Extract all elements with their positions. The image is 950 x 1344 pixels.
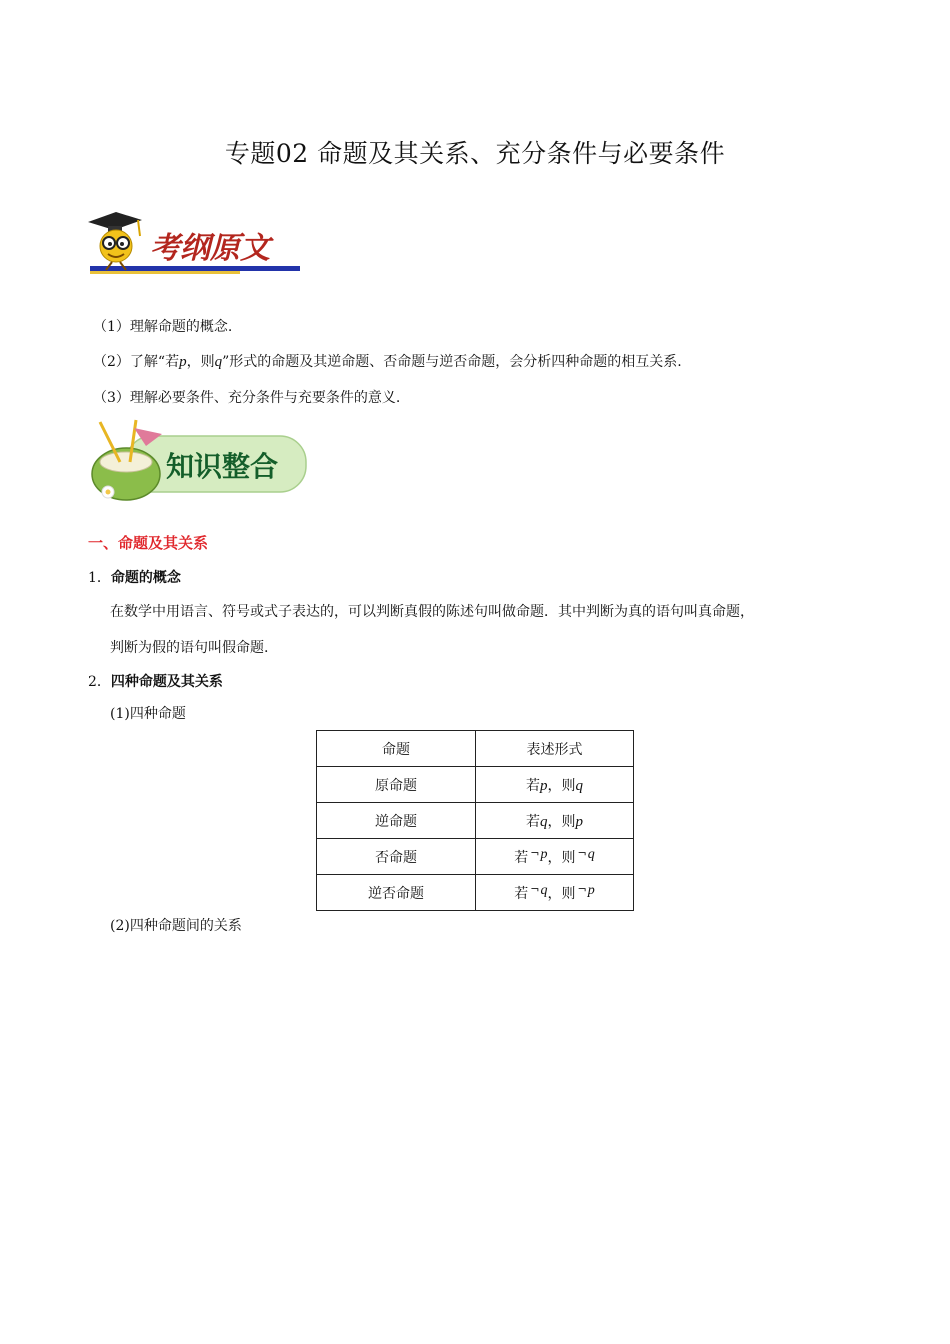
table-cell-form: 若p，则q bbox=[476, 767, 634, 803]
banner-underline bbox=[90, 266, 300, 271]
relations-label: (2)四种命题间的关系 bbox=[110, 918, 242, 934]
section-heading: 一、命题及其关系 bbox=[88, 534, 209, 552]
negation-symbol: ¬ bbox=[530, 882, 540, 896]
table-header-row bbox=[317, 731, 634, 767]
table-row bbox=[317, 767, 634, 803]
negation-symbol: ¬ bbox=[577, 846, 587, 860]
outline-item-1: （1）理解命题的概念. bbox=[93, 319, 233, 335]
knowledge-banner bbox=[86, 418, 308, 504]
table-row bbox=[317, 839, 634, 875]
table-cell-form: 若 ¬p，则 ¬q bbox=[476, 839, 634, 875]
outline-item-3: （3）理解必要条件、充分条件与充要条件的意义. bbox=[93, 390, 401, 406]
banner-title: 知识整合 bbox=[166, 450, 279, 483]
outline-item-2: （2）了解“若p，则q”形式的命题及其逆命题、否命题与逆否命题，会分析四种命题的相互关系. bbox=[93, 354, 682, 370]
table-cell-form: 若q，则p bbox=[476, 803, 634, 839]
table-cell-form: 若 ¬q，则 ¬p bbox=[476, 875, 634, 911]
table-cell-name: 逆命题 bbox=[317, 803, 476, 839]
table-header-cell: 命题 bbox=[317, 731, 476, 767]
table-cell-name: 原命题 bbox=[317, 767, 476, 803]
page-title: 专题02 命题及其关系、充分条件与必要条件 bbox=[224, 139, 726, 168]
paragraph-line-1: 在数学中用语言、符号或式子表达的，可以判断真假的陈述句叫做命题．其中判断为真的语句叫真命题， bbox=[110, 604, 754, 620]
table-header-cell: 表述形式 bbox=[476, 731, 634, 767]
coconut-drink-icon bbox=[92, 420, 162, 500]
negation-symbol: ¬ bbox=[577, 882, 587, 896]
table-cell-name: 否命题 bbox=[317, 839, 476, 875]
paragraph-line-2: 判断为假的语句叫假命题. bbox=[110, 640, 269, 656]
negation-symbol: ¬ bbox=[530, 846, 540, 860]
graduate-mascot-icon bbox=[88, 212, 142, 270]
subsection-heading-2: 2．四种命题及其关系 bbox=[88, 674, 223, 690]
table-row bbox=[317, 803, 634, 839]
banner-title: 考纲原文 bbox=[150, 231, 270, 266]
four-propositions-table bbox=[316, 730, 634, 911]
subsection-heading-1: 1．命题的概念 bbox=[88, 570, 181, 586]
four-propositions-label: (1)四种命题 bbox=[110, 706, 186, 722]
table-cell-name: 逆否命题 bbox=[317, 875, 476, 911]
table-row bbox=[317, 875, 634, 911]
exam-outline-banner bbox=[86, 208, 300, 280]
